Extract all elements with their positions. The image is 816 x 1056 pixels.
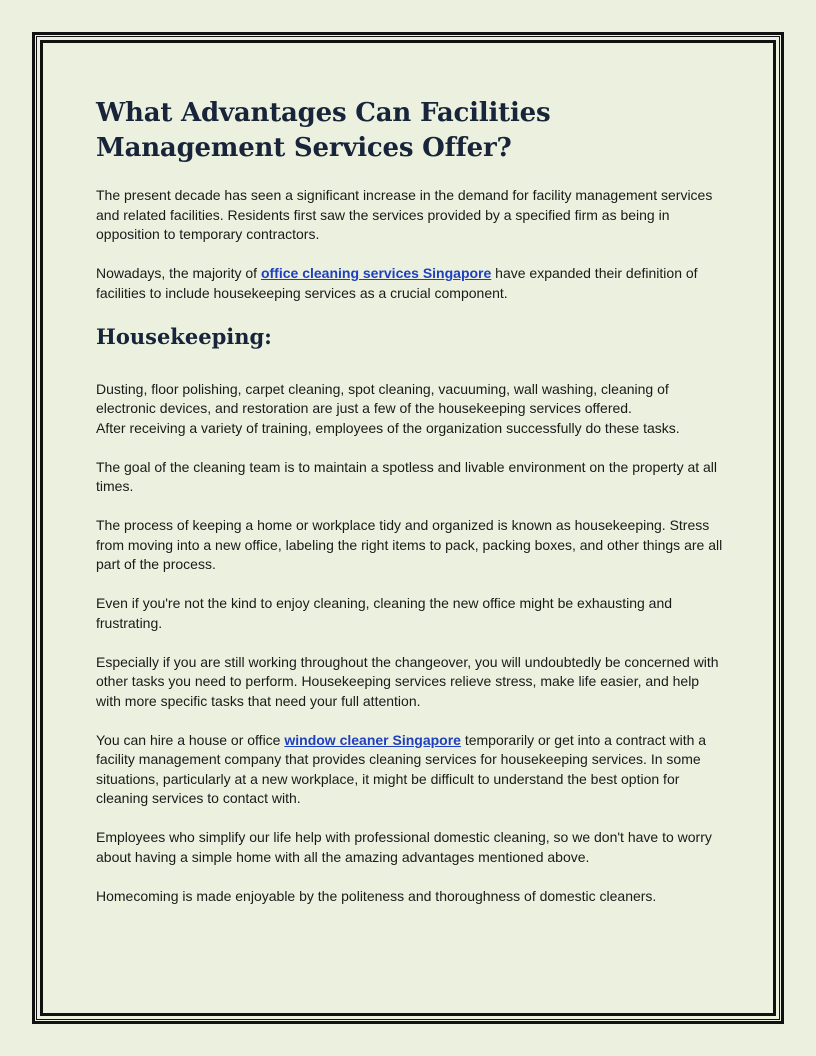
- housekeeping-p1-line-b: After receiving a variety of training, employees of the organization successfully do these tasks.: [96, 419, 680, 436]
- housekeeping-paragraph-2: The goal of the cleaning team is to maintain a spotless and livable environment on the property at all times.: [96, 458, 718, 494]
- housekeeping-paragraph-1: [96, 380, 724, 439]
- housekeeping-paragraph-3: The process of keeping a home or workplace tidy and organized is known as housekeeping. Stress from moving into a new office, labeling the right items to pack, packing boxes, and other things are all part of the process.: [96, 517, 723, 572]
- intro-text-after: have expanded their definition of facilities to include housekeeping services as a crucial component.: [96, 265, 698, 301]
- housekeeping-paragraph-7: Employees who simplify our life help with professional domestic cleaning, so we don't have to worry about having a simple home with all the amazing advantages mentioned above.: [96, 829, 712, 865]
- p6-text-before: You can hire a house or office: [96, 731, 285, 748]
- section-heading-housekeeping: Housekeeping:: [96, 323, 272, 349]
- housekeeping-paragraph-5: Especially if you are still working throughout the changeover, you will undoubtedly be concerned with other tasks you need to perform. Housekeeping services relieve stress, make life easier, and help with more specific tasks that need your full attention.: [96, 653, 719, 709]
- housekeeping-paragraph-6: [96, 731, 724, 809]
- office-cleaning-link[interactable]: office cleaning services Singapore: [260, 265, 492, 281]
- housekeeping-paragraph-8: Homecoming is made enjoyable by the politeness and thoroughness of domestic cleaners.: [96, 887, 657, 904]
- intro-paragraph-2: [96, 264, 724, 303]
- page-title: What Advantages Can Facilities Management Services Offer?: [96, 98, 551, 163]
- housekeeping-paragraph-4: Even if you're not the kind to enjoy cleaning, cleaning the new office might be exhausting and frustrating.: [96, 595, 673, 631]
- housekeeping-p1-line-a: Dusting, floor polishing, carpet cleaning, spot cleaning, vacuuming, wall washing, cleaning of electronic devices, and restoration are just a few of the housekeeping services offered.: [96, 380, 669, 416]
- p6-text-after: temporarily or get into a contract with a facility management company that provides cleaning services for housekeeping services. In some situations, particularly at a new workplace, it might be difficult to understand the best option for cleaning services to contact with.: [96, 731, 707, 806]
- document-body: [96, 96, 724, 926]
- window-cleaner-link[interactable]: window cleaner Singapore: [284, 731, 461, 748]
- intro-text-before: Nowadays, the majority of: [96, 265, 261, 281]
- intro-paragraph: The present decade has seen a significant increase in the demand for facility management services and related facilities. Residents first saw the services provided by a specified firm as being in opposition to temporary contractors.: [96, 187, 713, 242]
